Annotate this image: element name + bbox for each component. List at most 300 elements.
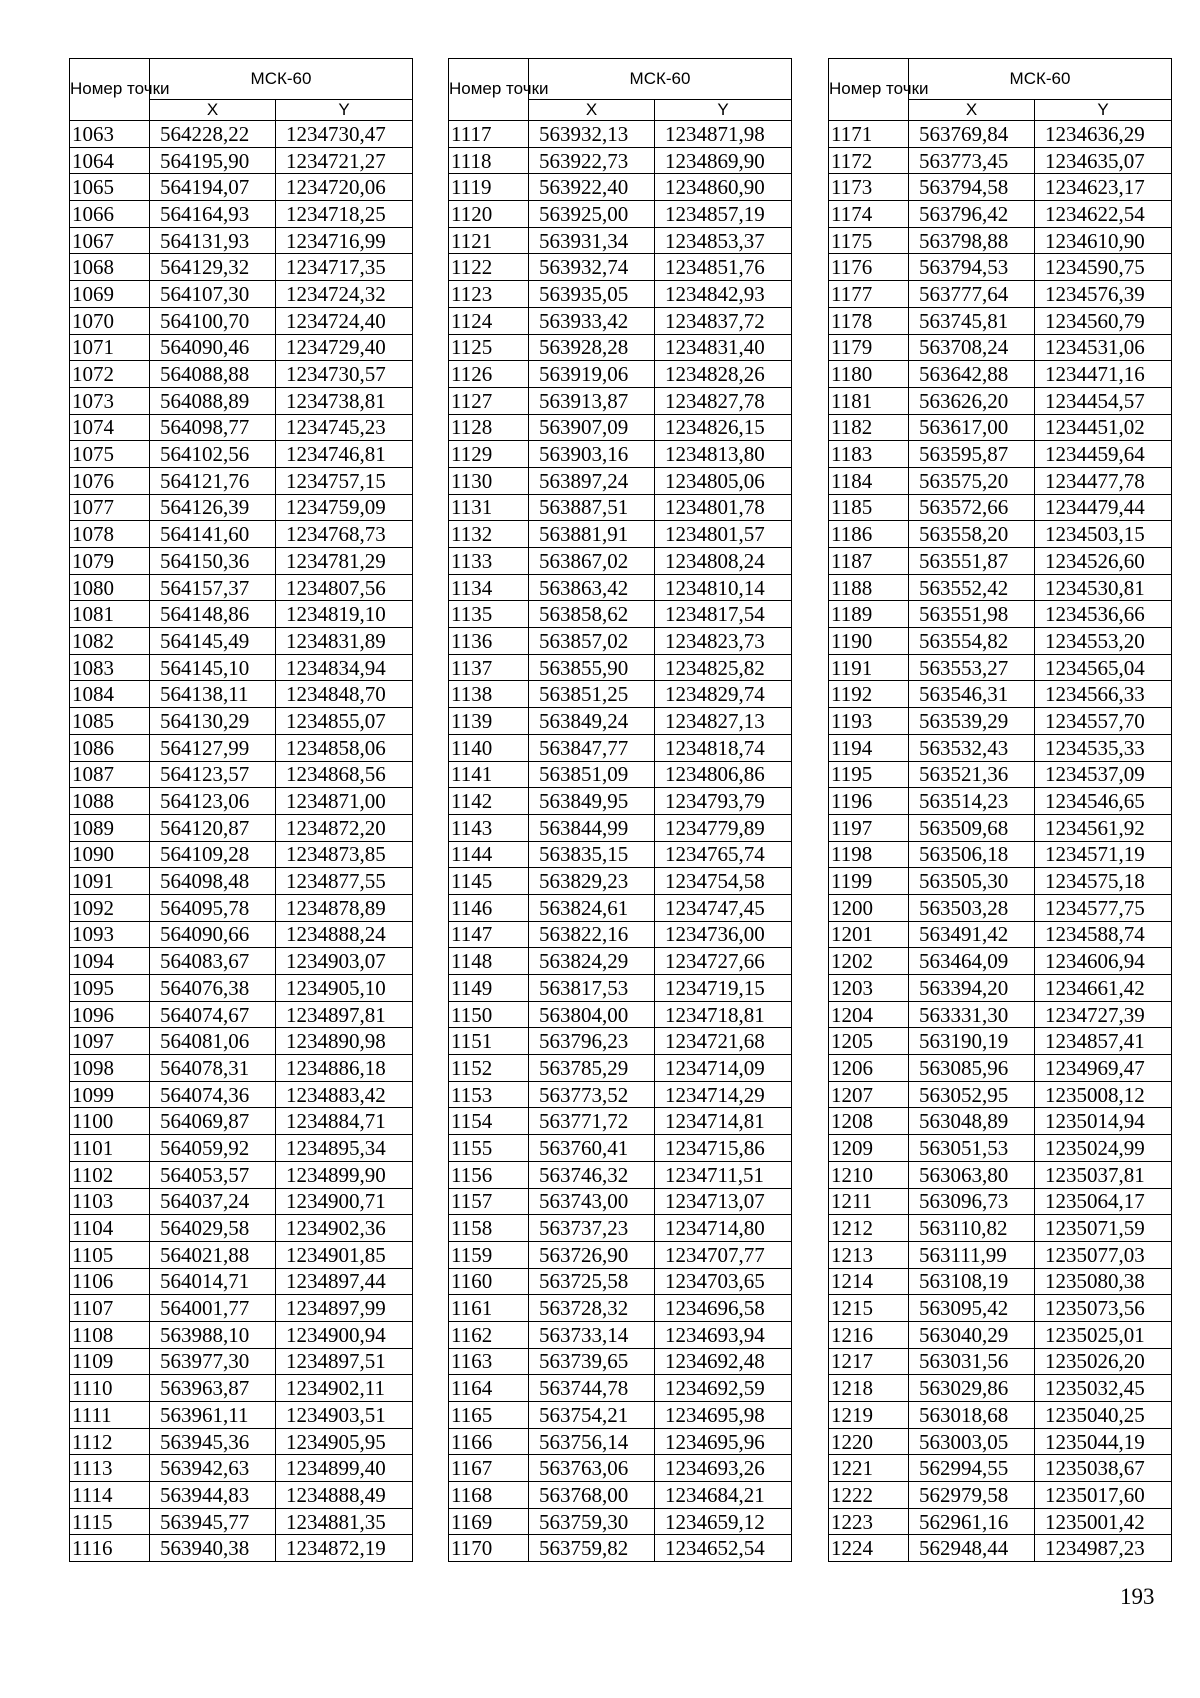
table-row: [829, 1375, 1172, 1402]
y-coordinate-cell: 1234693,94: [655, 1321, 792, 1348]
y-coordinate-cell: 1234779,89: [655, 814, 792, 841]
table-row: [829, 601, 1172, 628]
point-number-cell: 1090: [70, 841, 150, 868]
x-coordinate-cell: 563855,90: [529, 654, 655, 681]
point-number-cell: 1201: [829, 921, 909, 948]
x-coordinate-cell: 563394,20: [909, 975, 1035, 1002]
x-coordinate-cell: 563768,00: [529, 1482, 655, 1509]
y-coordinate-cell: 1234724,32: [276, 281, 413, 308]
table-row: [449, 761, 792, 788]
point-number-cell: 1130: [449, 467, 529, 494]
point-number-cell: 1186: [829, 521, 909, 548]
x-coordinate-cell: 564121,76: [150, 467, 276, 494]
x-coordinate-cell: 563759,82: [529, 1535, 655, 1562]
point-number-cell: 1106: [70, 1268, 150, 1295]
x-coordinate-cell: 564090,46: [150, 334, 276, 361]
y-coordinate-cell: 1234873,85: [276, 841, 413, 868]
x-coordinate-cell: 562979,58: [909, 1482, 1035, 1509]
table-row: [449, 788, 792, 815]
y-coordinate-cell: 1235073,56: [1035, 1295, 1172, 1322]
y-coordinate-cell: 1234857,41: [1035, 1028, 1172, 1055]
y-coordinate-cell: 1234526,60: [1035, 548, 1172, 575]
table-row: [70, 708, 413, 735]
page-number: 193: [1120, 1584, 1155, 1609]
point-number-cell: 1102: [70, 1161, 150, 1188]
table-row: [829, 147, 1172, 174]
x-coordinate-cell: 563817,53: [529, 975, 655, 1002]
y-coordinate-cell: 1234588,74: [1035, 921, 1172, 948]
point-number-cell: 1089: [70, 814, 150, 841]
table-row: [449, 921, 792, 948]
x-coordinate-cell: 564095,78: [150, 894, 276, 921]
x-coordinate-cell: 563031,56: [909, 1348, 1035, 1375]
y-coordinate-cell: 1234729,40: [276, 334, 413, 361]
table-row: [829, 521, 1172, 548]
x-coordinate-cell: 563551,98: [909, 601, 1035, 628]
y-coordinate-cell: 1234810,14: [655, 574, 792, 601]
x-coordinate-cell: 564088,89: [150, 387, 276, 414]
table-row: [449, 654, 792, 681]
table-row: [70, 628, 413, 655]
table-row: [829, 761, 1172, 788]
y-coordinate-cell: 1234871,00: [276, 788, 413, 815]
x-header: X: [909, 100, 1035, 121]
x-coordinate-cell: 563514,23: [909, 788, 1035, 815]
point-number-cell: 1118: [449, 147, 529, 174]
point-number-cell: 1064: [70, 147, 150, 174]
table-row: [829, 1161, 1172, 1188]
point-number-cell: 1105: [70, 1241, 150, 1268]
point-number-cell: 1157: [449, 1188, 529, 1215]
y-coordinate-cell: 1234831,40: [655, 334, 792, 361]
point-number-cell: 1135: [449, 601, 529, 628]
point-number-cell: 1145: [449, 868, 529, 895]
table-row: [829, 1081, 1172, 1108]
x-coordinate-cell: 563773,45: [909, 147, 1035, 174]
x-coordinate-cell: 563897,24: [529, 467, 655, 494]
point-number-cell: 1200: [829, 894, 909, 921]
table-row: [829, 467, 1172, 494]
y-coordinate-cell: 1234659,12: [655, 1508, 792, 1535]
y-coordinate-cell: 1235071,59: [1035, 1215, 1172, 1242]
x-coordinate-cell: 563190,19: [909, 1028, 1035, 1055]
point-number-cell: 1109: [70, 1348, 150, 1375]
point-number-cell: 1212: [829, 1215, 909, 1242]
table-row: [829, 921, 1172, 948]
table-row: [449, 441, 792, 468]
table-row: [70, 334, 413, 361]
table-row: [449, 601, 792, 628]
y-coordinate-cell: 1234721,68: [655, 1028, 792, 1055]
x-coordinate-cell: 563108,19: [909, 1268, 1035, 1295]
x-coordinate-cell: 564107,30: [150, 281, 276, 308]
table-row: [70, 788, 413, 815]
point-number-cell: 1065: [70, 174, 150, 201]
x-coordinate-cell: 563018,68: [909, 1402, 1035, 1429]
table-row: [70, 761, 413, 788]
table-row: [449, 361, 792, 388]
table-row: [449, 1241, 792, 1268]
y-coordinate-cell: 1234730,47: [276, 121, 413, 148]
point-number-cell: 1179: [829, 334, 909, 361]
x-coordinate-cell: 563558,20: [909, 521, 1035, 548]
y-coordinate-cell: 1234757,15: [276, 467, 413, 494]
x-coordinate-cell: 563052,95: [909, 1081, 1035, 1108]
x-coordinate-cell: 563521,36: [909, 761, 1035, 788]
x-header: X: [529, 100, 655, 121]
x-coordinate-cell: 563933,42: [529, 307, 655, 334]
point-number-cell: 1159: [449, 1241, 529, 1268]
point-number-cell: 1151: [449, 1028, 529, 1055]
y-coordinate-cell: 1234566,33: [1035, 681, 1172, 708]
x-coordinate-cell: 563040,29: [909, 1321, 1035, 1348]
point-number-cell: 1196: [829, 788, 909, 815]
table-row: [70, 1161, 413, 1188]
y-coordinate-cell: 1234695,98: [655, 1402, 792, 1429]
point-number-cell: 1165: [449, 1402, 529, 1429]
x-coordinate-cell: 564014,71: [150, 1268, 276, 1295]
table-row: [449, 1215, 792, 1242]
x-coordinate-cell: 564164,93: [150, 201, 276, 228]
point-number-cell: 1146: [449, 894, 529, 921]
x-coordinate-cell: 563063,80: [909, 1161, 1035, 1188]
x-coordinate-cell: 563932,13: [529, 121, 655, 148]
x-coordinate-cell: 564090,66: [150, 921, 276, 948]
table-row: [829, 227, 1172, 254]
table-row: [829, 1402, 1172, 1429]
point-number-cell: 1181: [829, 387, 909, 414]
point-number-cell: 1107: [70, 1295, 150, 1322]
table-row: [449, 1108, 792, 1135]
point-number-cell: 1136: [449, 628, 529, 655]
point-number-cell: 1125: [449, 334, 529, 361]
y-coordinate-cell: 1234736,00: [655, 921, 792, 948]
x-coordinate-cell: 563744,78: [529, 1375, 655, 1402]
point-number-cell: 1154: [449, 1108, 529, 1135]
point-number-cell: 1214: [829, 1268, 909, 1295]
table-row: [449, 841, 792, 868]
table-row: [70, 734, 413, 761]
x-coordinate-cell: 563029,86: [909, 1375, 1035, 1402]
point-number-header: Номер точки: [829, 59, 909, 121]
x-coordinate-cell: 564100,70: [150, 307, 276, 334]
table-row: [829, 628, 1172, 655]
table-row: [829, 841, 1172, 868]
point-number-cell: 1121: [449, 227, 529, 254]
y-coordinate-cell: 1234905,95: [276, 1428, 413, 1455]
table-row: [449, 1295, 792, 1322]
y-coordinate-cell: 1234871,98: [655, 121, 792, 148]
table-row: [70, 1001, 413, 1028]
y-coordinate-cell: 1234718,25: [276, 201, 413, 228]
point-number-cell: 1068: [70, 254, 150, 281]
point-number-cell: 1164: [449, 1375, 529, 1402]
x-coordinate-cell: 564053,57: [150, 1161, 276, 1188]
point-number-cell: 1194: [829, 734, 909, 761]
x-coordinate-cell: 563746,32: [529, 1161, 655, 1188]
table-row: [70, 1081, 413, 1108]
table-row: [70, 1135, 413, 1162]
table-row: [829, 174, 1172, 201]
point-number-cell: 1191: [829, 654, 909, 681]
y-coordinate-cell: 1234730,57: [276, 361, 413, 388]
table-row: [829, 414, 1172, 441]
y-coordinate-cell: 1234793,79: [655, 788, 792, 815]
table-row: [70, 1402, 413, 1429]
x-coordinate-cell: 564120,87: [150, 814, 276, 841]
y-coordinate-cell: 1234718,81: [655, 1001, 792, 1028]
y-coordinate-cell: 1235024,99: [1035, 1135, 1172, 1162]
point-number-cell: 1114: [70, 1482, 150, 1509]
point-number-cell: 1103: [70, 1188, 150, 1215]
y-coordinate-cell: 1234610,90: [1035, 227, 1172, 254]
table-row: [70, 147, 413, 174]
table-row: [70, 841, 413, 868]
table-row: [829, 1001, 1172, 1028]
coordinate-system-header: МСК-60: [150, 59, 413, 100]
point-number-cell: 1115: [70, 1508, 150, 1535]
x-coordinate-cell: 564083,67: [150, 948, 276, 975]
table-row: [70, 1455, 413, 1482]
point-number-cell: 1221: [829, 1455, 909, 1482]
table-row: [70, 601, 413, 628]
y-coordinate-cell: 1234886,18: [276, 1055, 413, 1082]
x-coordinate-cell: 564074,67: [150, 1001, 276, 1028]
x-coordinate-cell: 564059,92: [150, 1135, 276, 1162]
x-coordinate-cell: 563771,72: [529, 1108, 655, 1135]
x-coordinate-cell: 563503,28: [909, 894, 1035, 921]
x-header: X: [150, 100, 276, 121]
table-row: [449, 1348, 792, 1375]
point-number-cell: 1127: [449, 387, 529, 414]
point-number-cell: 1223: [829, 1508, 909, 1535]
x-coordinate-cell: 563552,42: [909, 574, 1035, 601]
coordinates-table-3: [828, 58, 1172, 1562]
y-coordinate-cell: 1234851,76: [655, 254, 792, 281]
y-coordinate-cell: 1234828,26: [655, 361, 792, 388]
x-coordinate-cell: 563532,43: [909, 734, 1035, 761]
table-row: [449, 521, 792, 548]
point-number-cell: 1124: [449, 307, 529, 334]
table-row: [829, 387, 1172, 414]
point-number-cell: 1133: [449, 548, 529, 575]
point-number-cell: 1174: [829, 201, 909, 228]
table-row: [829, 441, 1172, 468]
y-coordinate-cell: 1234869,90: [655, 147, 792, 174]
point-number-cell: 1166: [449, 1428, 529, 1455]
x-coordinate-cell: 564109,28: [150, 841, 276, 868]
y-coordinate-cell: 1234745,23: [276, 414, 413, 441]
y-coordinate-cell: 1234721,27: [276, 147, 413, 174]
point-number-cell: 1218: [829, 1375, 909, 1402]
y-coordinate-cell: 1234553,20: [1035, 628, 1172, 655]
table-row: [449, 814, 792, 841]
y-coordinate-cell: 1234819,10: [276, 601, 413, 628]
x-coordinate-cell: 563963,87: [150, 1375, 276, 1402]
y-coordinate-cell: 1234714,09: [655, 1055, 792, 1082]
x-coordinate-cell: 563847,77: [529, 734, 655, 761]
table-row: [449, 1428, 792, 1455]
point-number-cell: 1158: [449, 1215, 529, 1242]
table-row: [70, 1108, 413, 1135]
y-coordinate-cell: 1234881,35: [276, 1508, 413, 1535]
y-coordinate-cell: 1234806,86: [655, 761, 792, 788]
x-coordinate-cell: 563728,32: [529, 1295, 655, 1322]
table-row: [829, 281, 1172, 308]
table-row: [829, 975, 1172, 1002]
y-coordinate-cell: 1234987,23: [1035, 1535, 1172, 1562]
x-coordinate-cell: 564145,10: [150, 654, 276, 681]
y-coordinate-cell: 1234895,34: [276, 1135, 413, 1162]
y-coordinate-cell: 1234477,78: [1035, 467, 1172, 494]
x-coordinate-cell: 563733,14: [529, 1321, 655, 1348]
point-number-cell: 1096: [70, 1001, 150, 1028]
point-number-cell: 1067: [70, 227, 150, 254]
point-number-cell: 1150: [449, 1001, 529, 1028]
x-coordinate-cell: 563505,30: [909, 868, 1035, 895]
y-coordinate-cell: 1234471,16: [1035, 361, 1172, 388]
table-row: [70, 201, 413, 228]
y-coordinate-cell: 1234713,07: [655, 1188, 792, 1215]
y-coordinate-cell: 1234823,73: [655, 628, 792, 655]
x-coordinate-cell: 563945,77: [150, 1508, 276, 1535]
table-row: [449, 1402, 792, 1429]
point-number-cell: 1178: [829, 307, 909, 334]
table-row: [70, 1028, 413, 1055]
x-coordinate-cell: 563796,23: [529, 1028, 655, 1055]
y-coordinate-cell: 1234899,90: [276, 1161, 413, 1188]
x-coordinate-cell: 564088,88: [150, 361, 276, 388]
y-coordinate-cell: 1234714,29: [655, 1081, 792, 1108]
table-row: [449, 1508, 792, 1535]
x-coordinate-cell: 564138,11: [150, 681, 276, 708]
y-coordinate-cell: 1234902,11: [276, 1375, 413, 1402]
point-number-cell: 1138: [449, 681, 529, 708]
point-number-cell: 1116: [70, 1535, 150, 1562]
point-number-cell: 1209: [829, 1135, 909, 1162]
y-coordinate-cell: 1235017,60: [1035, 1482, 1172, 1509]
point-number-cell: 1177: [829, 281, 909, 308]
y-coordinate-cell: 1235014,94: [1035, 1108, 1172, 1135]
y-coordinate-cell: 1234695,96: [655, 1428, 792, 1455]
point-number-cell: 1066: [70, 201, 150, 228]
x-coordinate-cell: 563737,23: [529, 1215, 655, 1242]
point-number-cell: 1111: [70, 1402, 150, 1429]
point-number-cell: 1075: [70, 441, 150, 468]
y-coordinate-cell: 1234531,06: [1035, 334, 1172, 361]
point-number-cell: 1071: [70, 334, 150, 361]
y-coordinate-cell: 1234808,24: [655, 548, 792, 575]
point-number-cell: 1171: [829, 121, 909, 148]
x-coordinate-cell: 563553,27: [909, 654, 1035, 681]
point-number-cell: 1143: [449, 814, 529, 841]
point-number-cell: 1211: [829, 1188, 909, 1215]
point-number-cell: 1219: [829, 1402, 909, 1429]
point-number-cell: 1084: [70, 681, 150, 708]
y-header: Y: [655, 100, 792, 121]
table-row: [829, 1428, 1172, 1455]
table-row: [449, 254, 792, 281]
point-number-cell: 1141: [449, 761, 529, 788]
y-coordinate-cell: 1234883,42: [276, 1081, 413, 1108]
point-number-cell: 1204: [829, 1001, 909, 1028]
point-number-cell: 1156: [449, 1161, 529, 1188]
table-row: [70, 121, 413, 148]
x-coordinate-cell: 563844,99: [529, 814, 655, 841]
point-number-cell: 1198: [829, 841, 909, 868]
x-coordinate-cell: 563922,73: [529, 147, 655, 174]
y-coordinate-cell: 1234878,89: [276, 894, 413, 921]
x-coordinate-cell: 563595,87: [909, 441, 1035, 468]
y-coordinate-cell: 1234622,54: [1035, 201, 1172, 228]
x-coordinate-cell: 563546,31: [909, 681, 1035, 708]
table-row: [70, 921, 413, 948]
x-coordinate-cell: 563745,81: [909, 307, 1035, 334]
y-coordinate-cell: 1234858,06: [276, 734, 413, 761]
table-row: [829, 1215, 1172, 1242]
x-coordinate-cell: 562961,16: [909, 1508, 1035, 1535]
x-coordinate-cell: 563794,53: [909, 254, 1035, 281]
point-number-cell: 1189: [829, 601, 909, 628]
point-number-cell: 1220: [829, 1428, 909, 1455]
point-number-cell: 1161: [449, 1295, 529, 1322]
y-coordinate-cell: 1234454,57: [1035, 387, 1172, 414]
x-coordinate-cell: 564037,24: [150, 1188, 276, 1215]
y-coordinate-cell: 1234842,93: [655, 281, 792, 308]
point-number-cell: 1152: [449, 1055, 529, 1082]
y-coordinate-cell: 1235038,67: [1035, 1455, 1172, 1482]
point-number-cell: 1094: [70, 948, 150, 975]
x-coordinate-cell: 563851,09: [529, 761, 655, 788]
y-coordinate-cell: 1234606,94: [1035, 948, 1172, 975]
y-coordinate-cell: 1235064,17: [1035, 1188, 1172, 1215]
x-coordinate-cell: 563881,91: [529, 521, 655, 548]
x-coordinate-cell: 563863,42: [529, 574, 655, 601]
y-coordinate-cell: 1234827,13: [655, 708, 792, 735]
table-row: [829, 201, 1172, 228]
table-row: [70, 1348, 413, 1375]
x-coordinate-cell: 563935,05: [529, 281, 655, 308]
table-row: [829, 1188, 1172, 1215]
table-row: [829, 1455, 1172, 1482]
y-coordinate-cell: 1234561,92: [1035, 814, 1172, 841]
x-coordinate-cell: 564081,06: [150, 1028, 276, 1055]
y-header: Y: [1035, 100, 1172, 121]
y-coordinate-cell: 1234714,80: [655, 1215, 792, 1242]
table-row: [449, 975, 792, 1002]
table-row: [829, 654, 1172, 681]
table-row: [70, 1535, 413, 1562]
y-coordinate-cell: 1234801,57: [655, 521, 792, 548]
y-coordinate-cell: 1234714,81: [655, 1108, 792, 1135]
point-number-cell: 1132: [449, 521, 529, 548]
point-number-cell: 1081: [70, 601, 150, 628]
x-coordinate-cell: 563464,09: [909, 948, 1035, 975]
x-coordinate-cell: 563945,36: [150, 1428, 276, 1455]
x-coordinate-cell: 563849,24: [529, 708, 655, 735]
point-number-cell: 1079: [70, 548, 150, 575]
point-number-cell: 1163: [449, 1348, 529, 1375]
y-coordinate-cell: 1234890,98: [276, 1028, 413, 1055]
table-row: [449, 894, 792, 921]
table-row: [829, 307, 1172, 334]
table-row: [70, 227, 413, 254]
point-number-cell: 1122: [449, 254, 529, 281]
x-coordinate-cell: 563095,42: [909, 1295, 1035, 1322]
table-row: [70, 361, 413, 388]
coordinate-system-header: МСК-60: [909, 59, 1172, 100]
x-coordinate-cell: 563928,28: [529, 334, 655, 361]
